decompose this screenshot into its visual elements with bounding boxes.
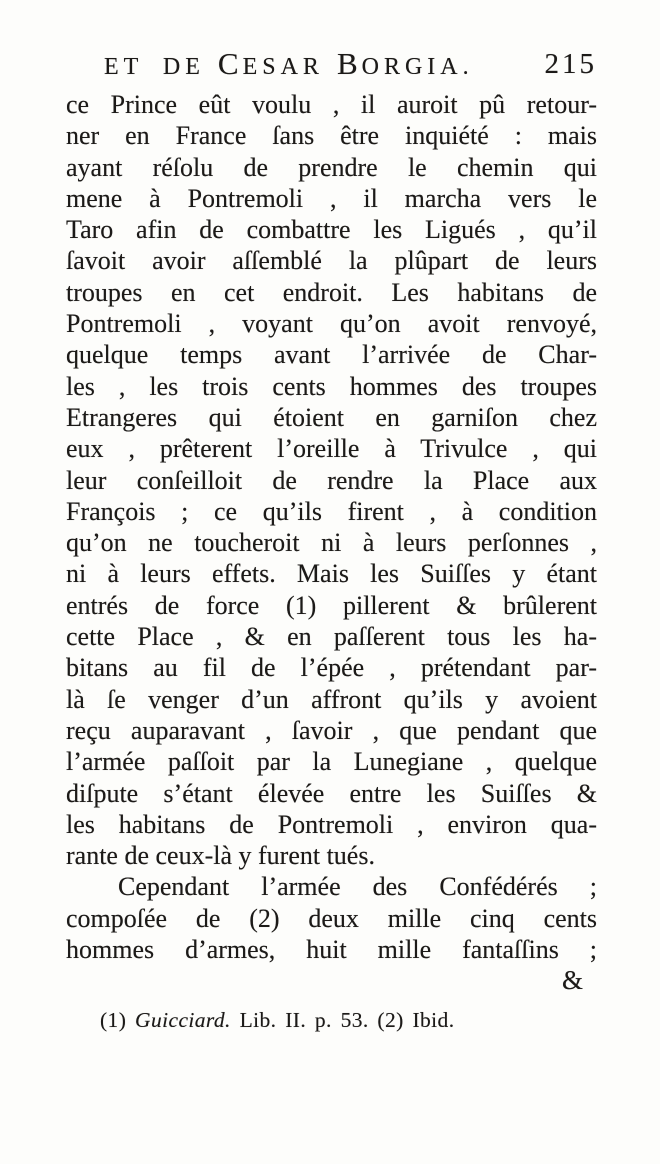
text-line: hommes d’armes, huit mille fantaſſins ; [66, 935, 597, 965]
text-line: reçu auparavant , ſavoir , que pendant que [66, 715, 597, 745]
text-line: ner en France ſans être inquiété : mais [66, 121, 597, 151]
running-title-text: ET DE [104, 54, 205, 80]
text-line: les , les trois cents hommes des troupes [66, 371, 597, 401]
text-line: les habitans de Pontremoli , environ qua- [66, 809, 597, 839]
text-line: bitans au fil de l’épée , prétendant par- [66, 653, 597, 683]
catchword: & [561, 965, 583, 996]
text-line: quelque temps avant l’arrivée de Char- [66, 340, 597, 370]
text-line: entrés de force (1) pillerent & brûlerent [66, 590, 597, 620]
text-line: rante de ceux-là y furent tués. [66, 841, 375, 871]
text-line: l’armée paſſoit par la Lunegiane , quelque [66, 747, 597, 777]
body-text [66, 89, 597, 965]
text-line: Cependant l’armée des Confédérés ; [118, 872, 597, 902]
text-line: qu’on ne toucheroit ni à leurs perſonnes , [66, 528, 597, 558]
text-line: leur conſeilloit de rendre la Place aux [66, 465, 597, 495]
text-line: troupes en cet endroit. Les habitans de [66, 277, 597, 307]
text-line: diſpute s’étant élevée entre les Suiſſes & [66, 778, 597, 808]
footnote [100, 1007, 600, 1033]
text-line: là ſe venger d’un affront qu’ils y avoient [66, 684, 597, 714]
text-line: Taro afin de combattre les Ligués , qu’il [66, 215, 597, 245]
text-line: Pontremoli , voyant qu’on avoit renvoyé, [66, 309, 597, 339]
catchword-row [66, 965, 583, 996]
text-line: ce Prince eût voulu , il auroit pû retour- [66, 90, 597, 119]
text-line: cette Place , & en paſſerent tous les ha- [66, 622, 597, 652]
running-header [66, 46, 597, 82]
text-line: mene à Pontremoli , il marcha vers le [66, 183, 597, 213]
text-line: ayant réſolu de prendre le chemin qui [66, 152, 597, 182]
text-line: compoſée de (2) deux mille cinq cents [66, 903, 597, 933]
running-title-initial: B [336, 46, 362, 81]
footnote-source: Guicciard. [135, 1007, 231, 1032]
footnote-rest: Lib. II. p. 53. (2) Ibid. [230, 1007, 455, 1032]
text-line: François ; ce qu’ils firent , à condition [66, 496, 597, 526]
text-line: eux , prêterent l’oreille à Trivulce , qui [66, 434, 597, 464]
footnote-ref-1: (1) [100, 1007, 136, 1032]
text-line: Etrangeres qui étoient en garniſon chez [66, 402, 597, 432]
text-line: ni à leurs effets. Mais les Suiſſes y étant [66, 559, 597, 589]
chapter-running-title [66, 46, 474, 82]
page-number: 215 [544, 48, 597, 80]
running-title-initial: C [217, 46, 243, 81]
text-line: ſavoit avoir aſſemblé la plûpart de leurs [66, 246, 597, 276]
running-title-text: ORGIA. [361, 54, 474, 80]
running-title-text: ESAR [242, 54, 324, 80]
